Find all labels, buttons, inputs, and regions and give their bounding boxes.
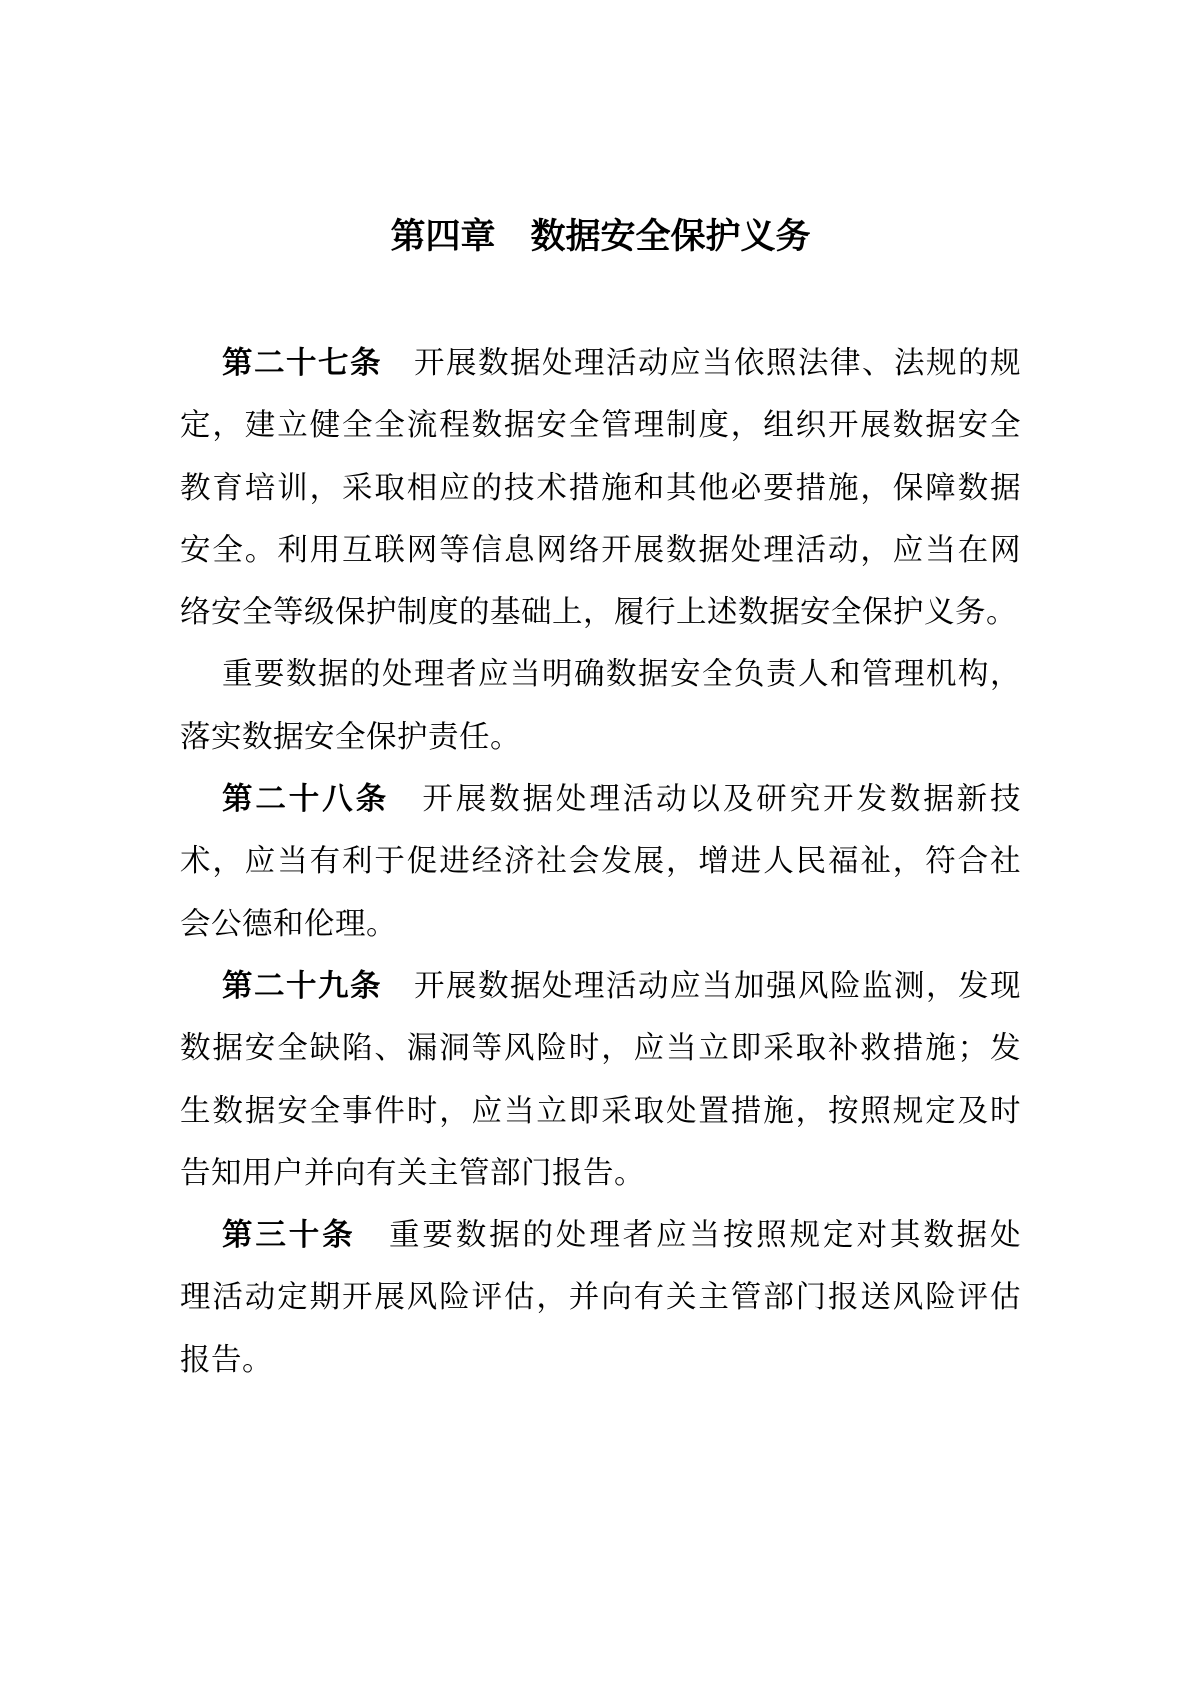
- text-line: 理活动定期开展风险评估，并向有关主管部门报送风险评估: [180, 1280, 1021, 1315]
- text-line: 生数据安全事件时，应当立即采取处置措施，按照规定及时: [180, 1093, 1021, 1128]
- text-line: 教育培训，采取相应的技术措施和其他必要措施，保障数据: [180, 470, 1021, 505]
- text-line: 安全。利用互联网等信息网络开展数据处理活动，应当在网: [180, 532, 1021, 567]
- text-line: 第二十八条 开展数据处理活动以及研究开发数据新技: [222, 782, 1022, 817]
- text-line: 落实数据安全保护责任。: [180, 719, 521, 754]
- article-number: 第三十条: [222, 1218, 356, 1253]
- text-line: 络安全等级保护制度的基础上，履行上述数据安全保护义务。: [180, 595, 1017, 630]
- text-line: 第二十九条 开展数据处理活动应当加强风险监测，发现: [222, 968, 1021, 1003]
- text-line: 定，建立健全全流程数据安全管理制度，组织开展数据安全: [180, 408, 1021, 443]
- article-number: 第二十八条: [222, 782, 389, 817]
- text-line: 告知用户并向有关主管部门报告。: [180, 1155, 645, 1190]
- text-line: 第三十条 重要数据的处理者应当按照规定对其数据处: [222, 1218, 1022, 1253]
- text-line: 数据安全缺陷、漏洞等风险时，应当立即采取补救措施；发: [180, 1031, 1021, 1066]
- text-line: 报告。: [180, 1342, 273, 1377]
- text-line: 术，应当有利于促进经济社会发展，增进人民福祉，符合社: [180, 844, 1021, 879]
- text-line: 会公德和伦理。: [180, 906, 397, 941]
- article-number: 第二十九条: [222, 968, 382, 1003]
- chapter-title: 第四章 数据安全保护义务: [390, 217, 811, 256]
- text-line: 第二十七条 开展数据处理活动应当依照法律、法规的规: [222, 346, 1021, 380]
- article-number: 第二十七条: [222, 346, 382, 380]
- document-body: [180, 332, 1021, 1391]
- text-line: 重要数据的处理者应当明确数据安全负责人和管理机构，: [222, 657, 1021, 692]
